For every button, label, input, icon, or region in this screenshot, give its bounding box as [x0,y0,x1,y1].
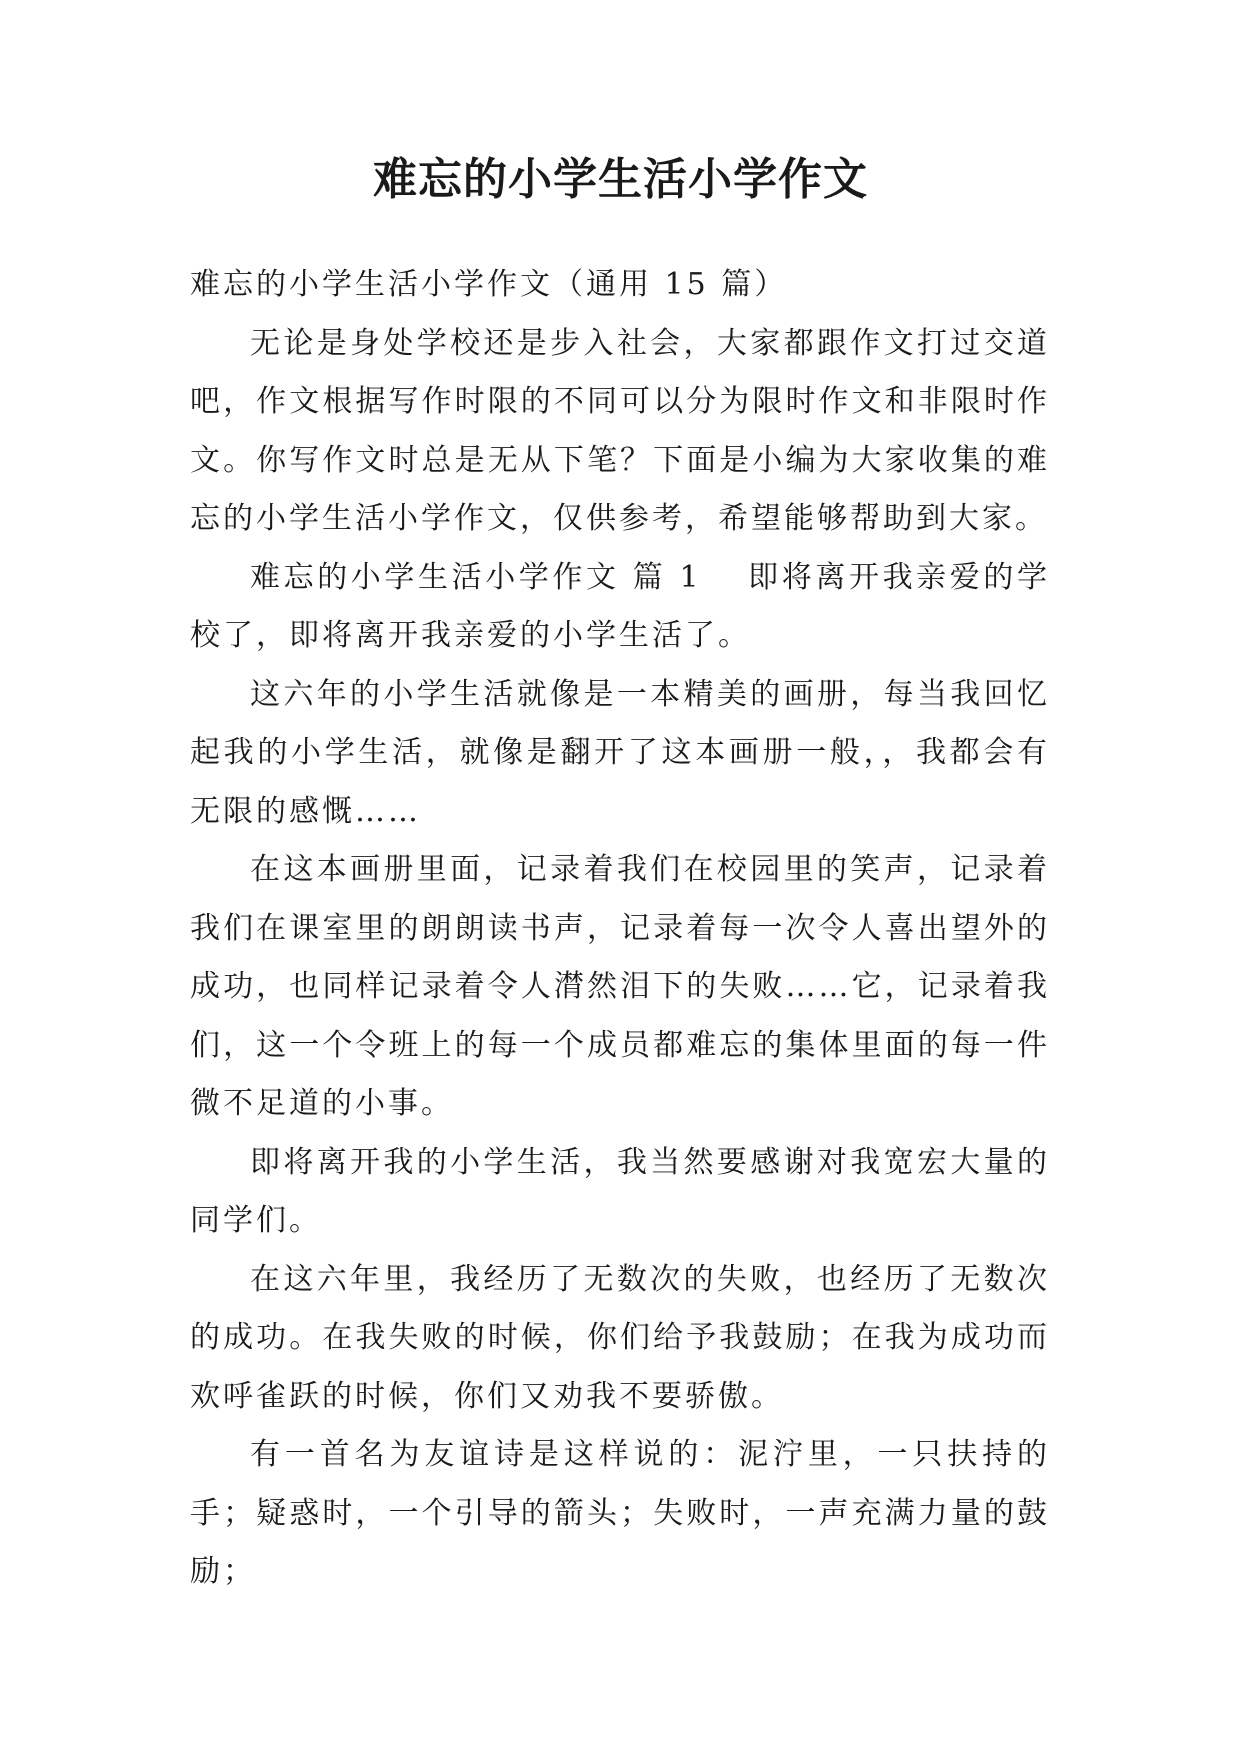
paragraph-album: 这六年的小学生活就像是一本精美的画册，每当我回忆起我的小学生活，就像是翻开了这本画册一般，，我都会有无限的感慨…… [190,676,1050,829]
paragraph-poem: 有一首名为友谊诗是这样说的：泥泞里，一只扶持的手；疑惑时，一个引导的箭头；失败时，一声充满力量的鼓励； [190,1437,1050,1589]
section-1-heading: 难忘的小学生活小学作文 篇 1 [250,559,702,595]
intro-paragraph: 无论是身处学校还是步入社会，大家都跟作文打过交道吧，作文根据写作时限的不同可以分为限时作文和非限时作文。你写作文时总是无从下笔？下面是小编为大家收集的难忘的小学生活小学作文，仅供参考，希望能够帮助到大家。 [190,325,1050,536]
paragraph-six-years: 在这六年里，我经历了无数次的失败，也经历了无数次的成功。在我失败的时候，你们给予我鼓励；在我为成功而欢呼雀跃的时候，你们又劝我不要骄傲。 [190,1261,1050,1414]
paragraph-thanks: 即将离开我的小学生活，我当然要感谢对我宽宏大量的同学们。 [190,1144,1050,1238]
document-title: 难忘的小学生活小学作文 [373,154,868,205]
section-1-text: 即将离开我亲爱的学校了，即将离开我亲爱的小学生活了。 [190,559,1050,653]
section-1-paragraph [190,549,1050,666]
document-subtitle: 难忘的小学生活小学作文（通用 15 篇） [190,267,788,302]
document-body [190,256,1050,1602]
paragraph-records: 在这本画册里面，记录着我们在校园里的笑声，记录着我们在课室里的朗朗读书声，记录着每一次令人喜出望外的成功，也同样记录着令人潸然泪下的失败……它，记录着我们，这一个令班上的每一个成员都难忘的集体里面的每一件微不足道的小事。 [190,852,1050,1121]
